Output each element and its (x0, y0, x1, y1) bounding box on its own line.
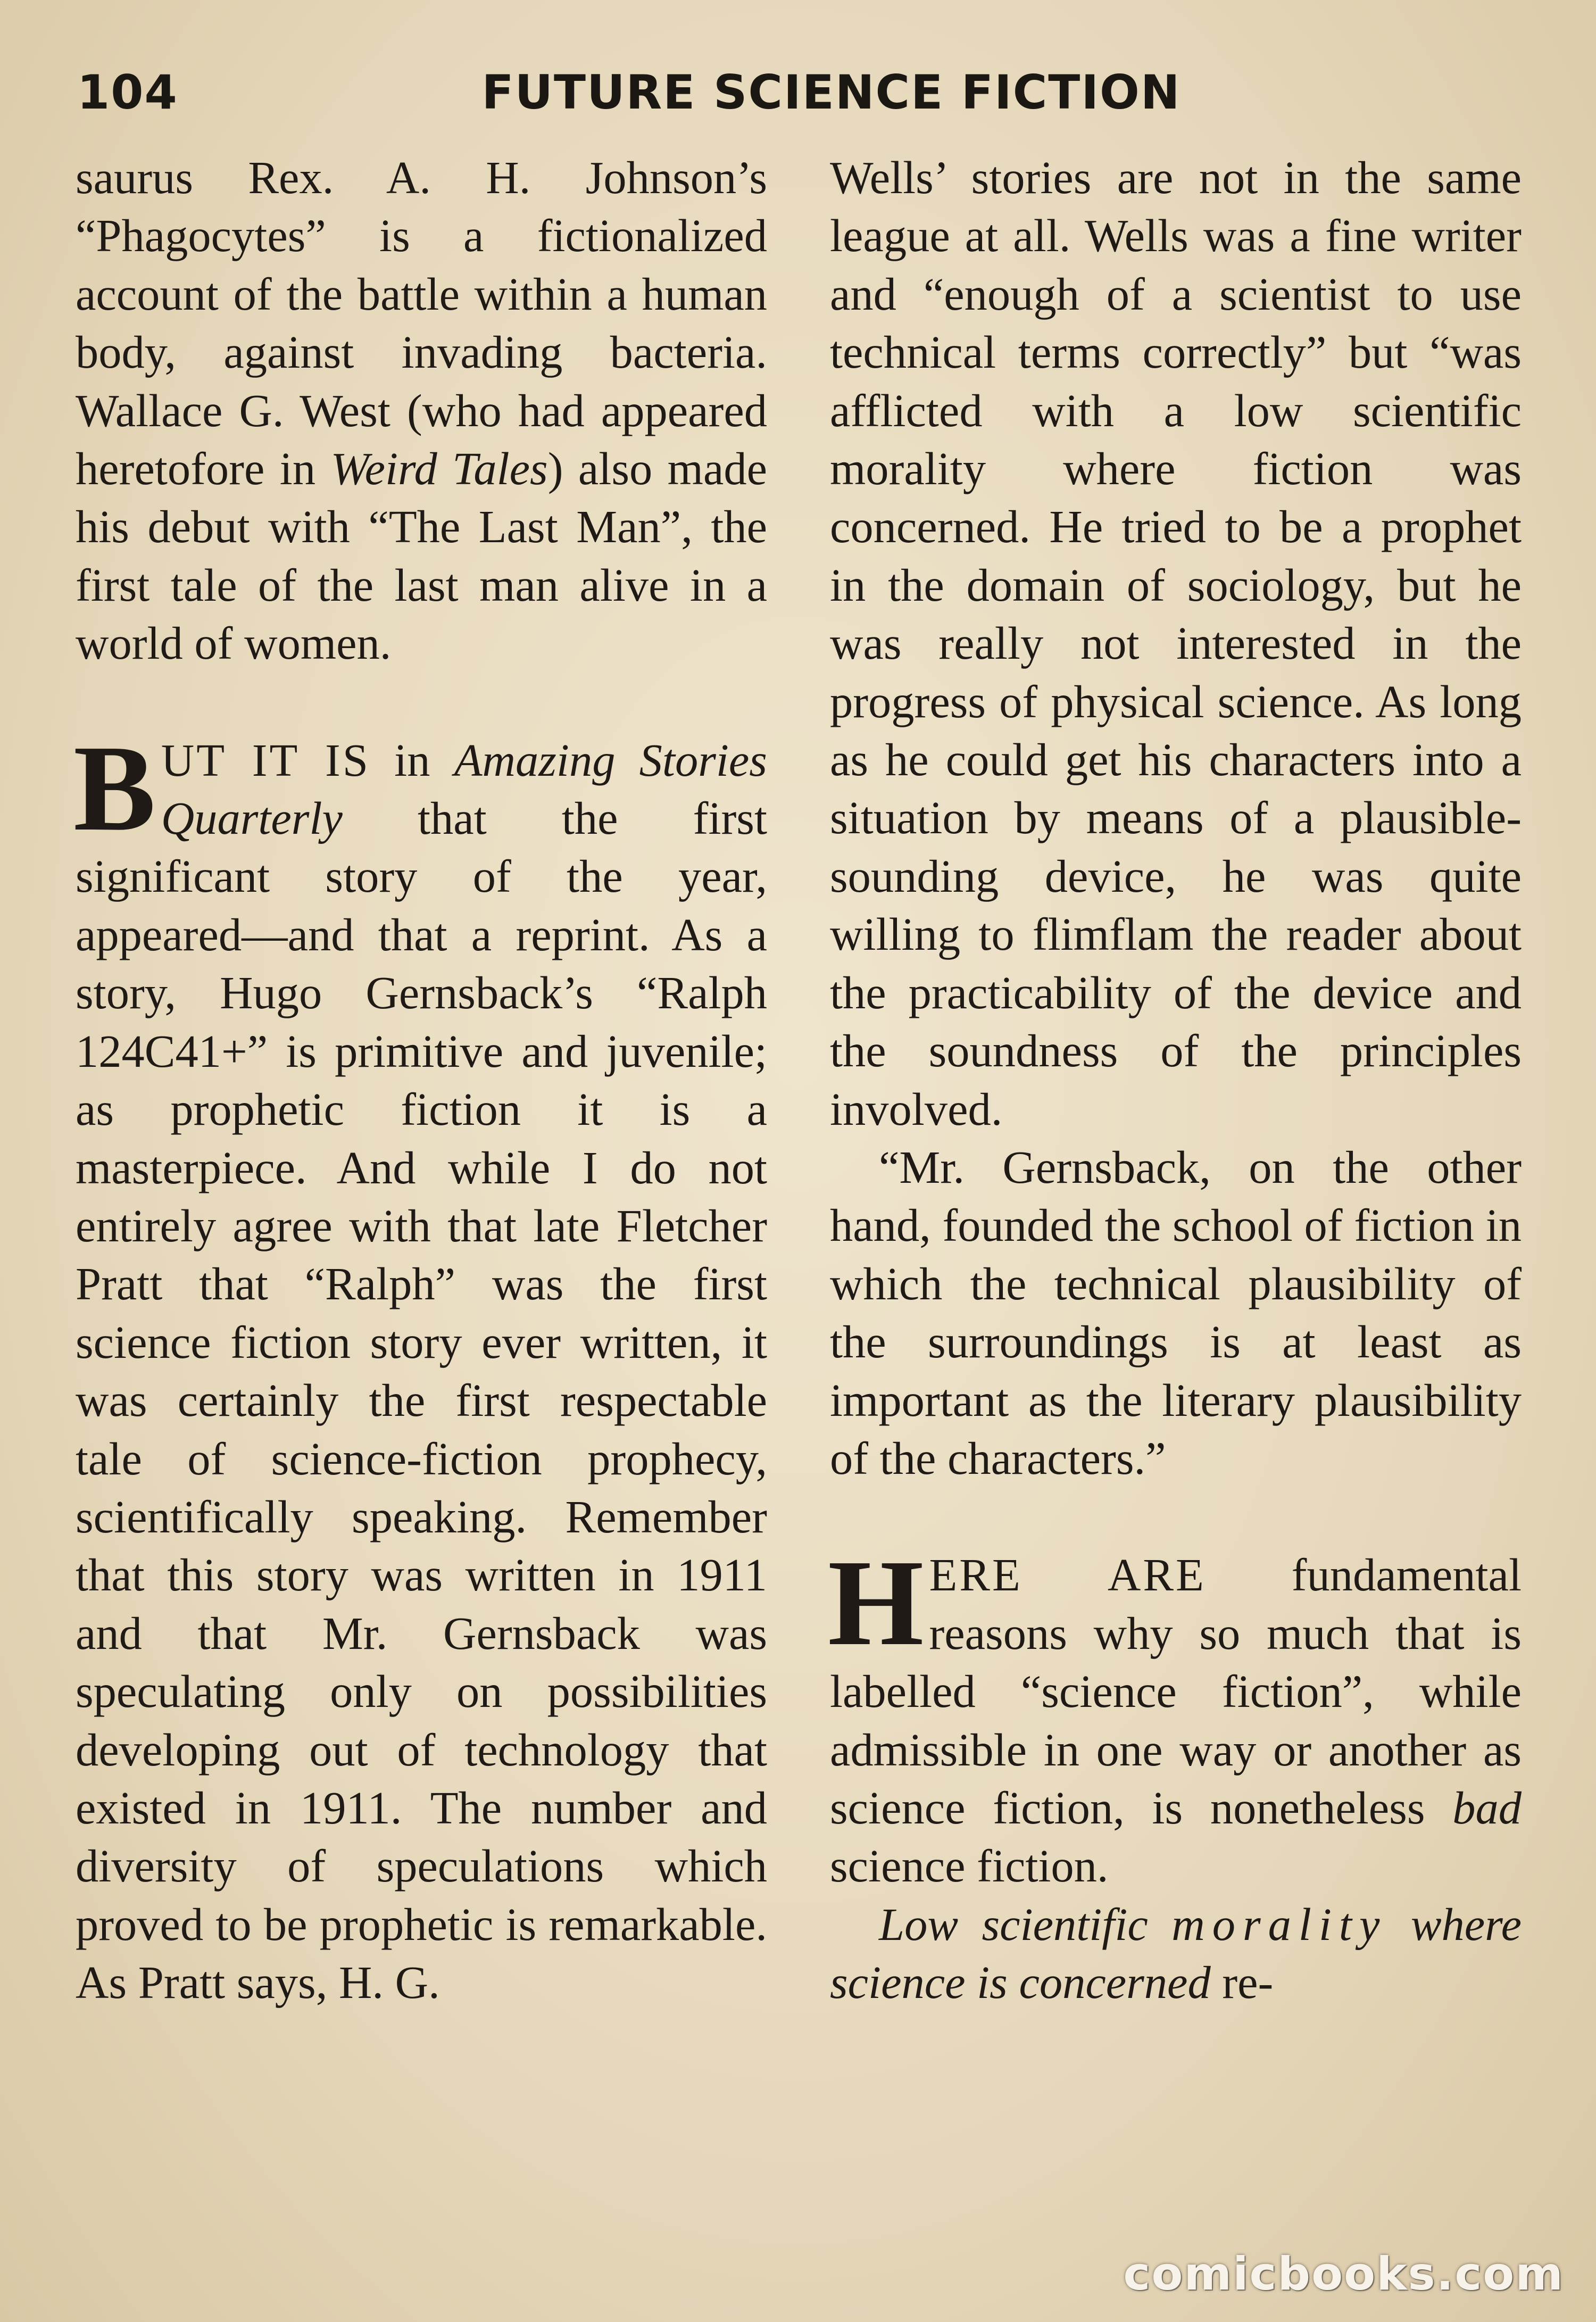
right-paragraph-3: HERE ARE fundamental reasons why so much that is labelled “science fiction”, while admissible in one way or another as science fiction, is nonetheless bad science fiction. (828, 1535, 1522, 1892)
page-number: 104 (77, 65, 178, 120)
drop-cap: H (828, 1535, 924, 1672)
drop-cap: B (73, 719, 156, 857)
left-paragraph-2: BUT IT IS in Amazing Stories Quarterly that the first significant story of the year, appeared—and that a reprint. As a story, Hugo Gernsback’s “Ralph 124C41+” is primitive and juvenile; as prophetic fiction it is a masterpiece. And while I do not entirely agree with that late Fletcher Pratt that “Ralph” was the first science fiction story ever written, it was certainly the first respectable tale of science-fiction prophecy, scientifically speaking. Remember that this story was written in 1911 and that Mr. Gernsback was speculating only on possibilities developing out of technology that existed in 1911. The number and diversity of speculations which proved to be prophetic is remarkable. As Pratt says, H. G. (73, 719, 767, 2009)
right-paragraph-4: Low scientific morality where science is concerned re- (830, 1898, 1522, 2009)
spaced-italic: morality (1171, 1898, 1387, 1950)
watermark: comicbooks.com (1123, 2248, 1564, 2301)
paragraph-gap (76, 673, 767, 732)
right-column (830, 149, 1522, 2012)
italic-word: bad (1452, 1782, 1522, 1834)
italic-title: Weird Tales (330, 443, 548, 495)
left-column (73, 149, 767, 2012)
lead-in: ERE ARE (929, 1549, 1206, 1601)
right-paragraph-2: “Mr. Gernsback, on the other hand, founded the school of fiction in which the technical plausibility of the surroundings is at least as important as the literary plausibility of the characters.” (830, 1141, 1522, 1484)
lead-in: UT IT IS (161, 734, 370, 786)
magazine-title: FUTURE SCIENCE FICTION (481, 65, 1181, 120)
running-header (77, 65, 1522, 129)
left-paragraph-1: saurus Rex. A. H. Johnson’s “Phagocytes” is a fictionalized account of the battle within a human body, against invading bacteria. Wallace G. West (who had appeared heretofore in Weird Tales) also made his debut with “The Last Man”, the first tale of the last man alive in a world of women. (76, 152, 767, 669)
right-paragraph-1: Wells’ stories are not in the same league at all. Wells was a fine writer and “enough of a scientist to use technical terms correctly” but “was afflicted with a low scientific morality where fiction was concerned. He tried to be a prophet in the domain of sociology, but he was really not interested in the progress of physical science. As long as he could get his characters into a situation by means of a plausible-sounding device, he was quite willing to flimflam the reader about the practicability of the device and the soundness of the principles involved. (830, 152, 1522, 1135)
paragraph-gap (830, 1488, 1522, 1546)
italic-title: Amazing Stories Quarterly (161, 734, 767, 844)
